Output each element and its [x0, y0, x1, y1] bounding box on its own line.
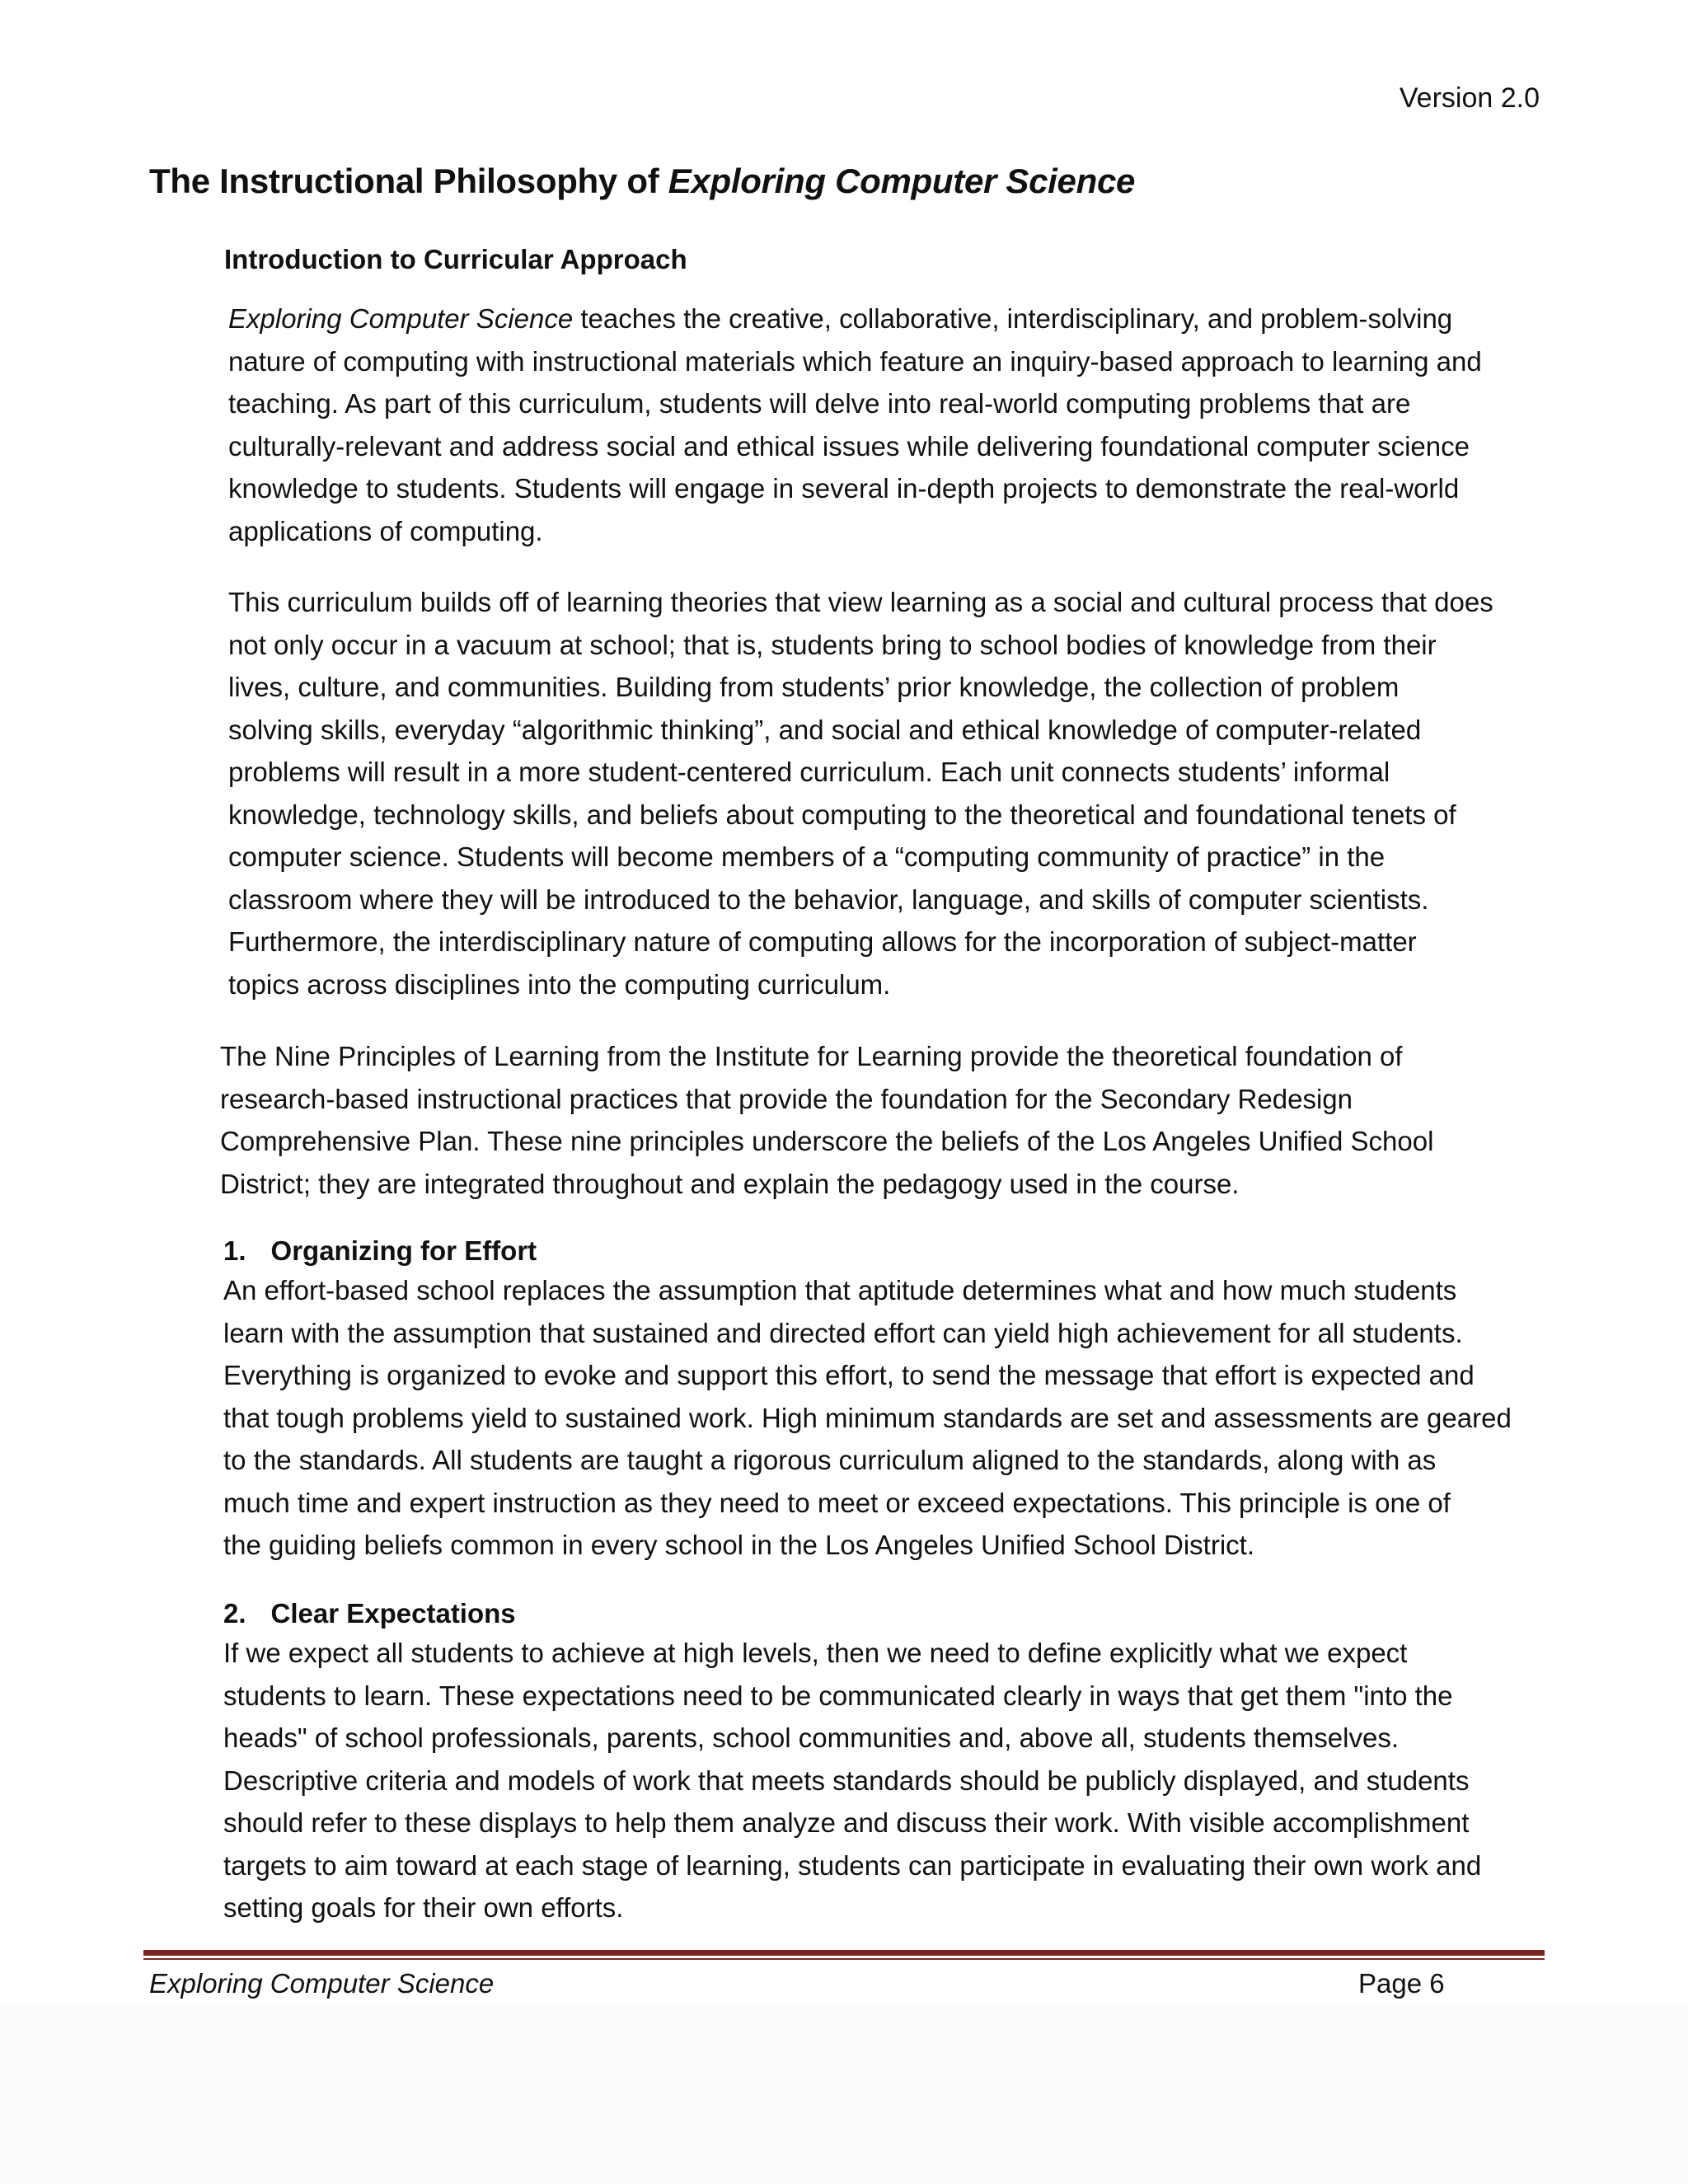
paragraph-line: applications of computing. [228, 515, 543, 546]
paragraph-line: lives, culture, and communities. Building from students’ prior knowledge, the collection of problem [228, 672, 1400, 702]
document-title [149, 158, 1135, 204]
course-name-italic: Exploring Computer Science [228, 303, 574, 334]
paragraph-line: topics across disciplines into the computing curriculum. [228, 968, 891, 1000]
footer-divider [143, 1950, 1545, 1961]
paragraph-line: culturally-relevant and address social and ethical issues while delivering foundational computer science [228, 430, 1470, 462]
paragraph-line: learn with the assumption that sustained and directed effort can yield high achievement for all students. [223, 1317, 1463, 1348]
paragraph-line: nature of computing with instructional materials which feature an inquiry-based approach to learning and [228, 345, 1482, 377]
paragraph-line: Furthermore, the interdisciplinary nature of computing allows for the incorporation of subject-matter [228, 926, 1417, 957]
nine-principles-paragraph [220, 1035, 1547, 1205]
principle-body [223, 1269, 1550, 1567]
paragraph-line: heads" of school professionals, parents, school communities and, above all, students themselves. [223, 1722, 1399, 1753]
paragraph-line: much time and expert instruction as they need to meet or exceed expectations. This principle is one of [223, 1487, 1451, 1518]
paragraph-line: should refer to these displays to help them analyze and discuss their work. With visible accomplishment [223, 1807, 1470, 1838]
paragraph-line: students to learn. These expectations need to be communicated clearly in ways that get them "into the [223, 1680, 1453, 1711]
principle-body [223, 1632, 1550, 1929]
paragraph-line: This curriculum builds off of learning theories that view learning as a social and cultural process that does [228, 587, 1493, 617]
document-title-italic: Exploring Computer Science [668, 162, 1136, 200]
principle-title: Organizing for Effort [270, 1235, 537, 1266]
paragraph-line: the guiding beliefs common in every school in the Los Angeles Unified School District. [223, 1530, 1255, 1560]
footer-divider-thin-line [143, 1958, 1545, 1960]
intro-paragraph [228, 298, 1547, 552]
paragraph-line: knowledge, technology skills, and beliefs about computing to the theoretical and foundational tenets of [228, 799, 1456, 830]
version-label: Version 2.0 [1399, 82, 1540, 114]
paragraph-line: District; they are integrated throughout and explain the pedagogy used in the course. [220, 1168, 1240, 1199]
paragraph-line: knowledge to students. Students will engage in several in-depth projects to demonstrate the real-world [228, 473, 1460, 504]
principle-number: 2. [223, 1598, 246, 1629]
paragraph-line: to the standards. All students are taught a rigorous curriculum aligned to the standards, along with as [223, 1445, 1437, 1475]
principle-number: 1. [223, 1235, 246, 1266]
paragraph-line: Comprehensive Plan. These nine principles underscore the beliefs of the Los Angeles Unified School [220, 1126, 1434, 1156]
section-heading-introduction: Introduction to Curricular Approach [224, 244, 687, 274]
principle-heading [223, 1233, 1550, 1269]
paragraph-line: classroom where they will be introduced to the behavior, language, and skills of computer scientists. [228, 883, 1429, 915]
paragraph-line: research-based instructional practices that provide the foundation for the Secondary Redesign [220, 1083, 1353, 1114]
footer-course-title: Exploring Computer Science [149, 1968, 495, 1999]
paragraph-line: that tough problems yield to sustained work. High minimum standards are set and assessments are geared [223, 1402, 1512, 1433]
paragraph-line: setting goals for their own efforts. [223, 1892, 624, 1923]
page-bottom-margin [0, 2003, 1688, 2184]
document-title-prefix: The Instructional Philosophy of [149, 162, 668, 200]
principle-title: Clear Expectations [270, 1598, 516, 1629]
paragraph-line: targets to aim toward at each stage of learning, students can participate in evaluating their own work and [223, 1849, 1482, 1881]
curriculum-theory-paragraph [228, 581, 1547, 1005]
paragraph-line: Descriptive criteria and models of work that meets standards should be publicly displayed, and students [223, 1765, 1470, 1796]
paragraph-line: not only occur in a vacuum at school; that is, students bring to school bodies of knowledge from their [228, 629, 1437, 660]
principle-heading [223, 1596, 1550, 1632]
paragraph-line: If we expect all students to achieve at high levels, then we need to define explicitly what we expect [223, 1638, 1408, 1668]
paragraph-line: computer science. Students will become members of a “computing community of practice” in the [228, 841, 1386, 872]
footer-divider-thick-line [143, 1950, 1545, 1956]
paragraph-line: Exploring Computer Science teaches the creative, collaborative, interdisciplinary, and problem-solving [228, 303, 1453, 334]
paragraph-line: teaching. As part of this curriculum, students will delve into real-world computing problems that are [228, 388, 1411, 419]
paragraph-line: The Nine Principles of Learning from the Institute for Learning provide the theoretical foundation of [220, 1041, 1403, 1071]
paragraph-line: problems will result in a more student-centered curriculum. Each unit connects students’ informal [228, 757, 1390, 787]
principle-organizing-for-effort [223, 1233, 1550, 1567]
paragraph-line: An effort-based school replaces the assumption that aptitude determines what and how much students [223, 1275, 1457, 1305]
paragraph-line: Everything is organized to evoke and support this effort, to send the message that effort is expected and [223, 1360, 1475, 1390]
paragraph-line: solving skills, everyday “algorithmic thinking”, and social and ethical knowledge of computer-related [228, 714, 1422, 745]
footer-page-number: Page 6 [1358, 1968, 1445, 1999]
principle-clear-expectations [223, 1596, 1550, 1929]
